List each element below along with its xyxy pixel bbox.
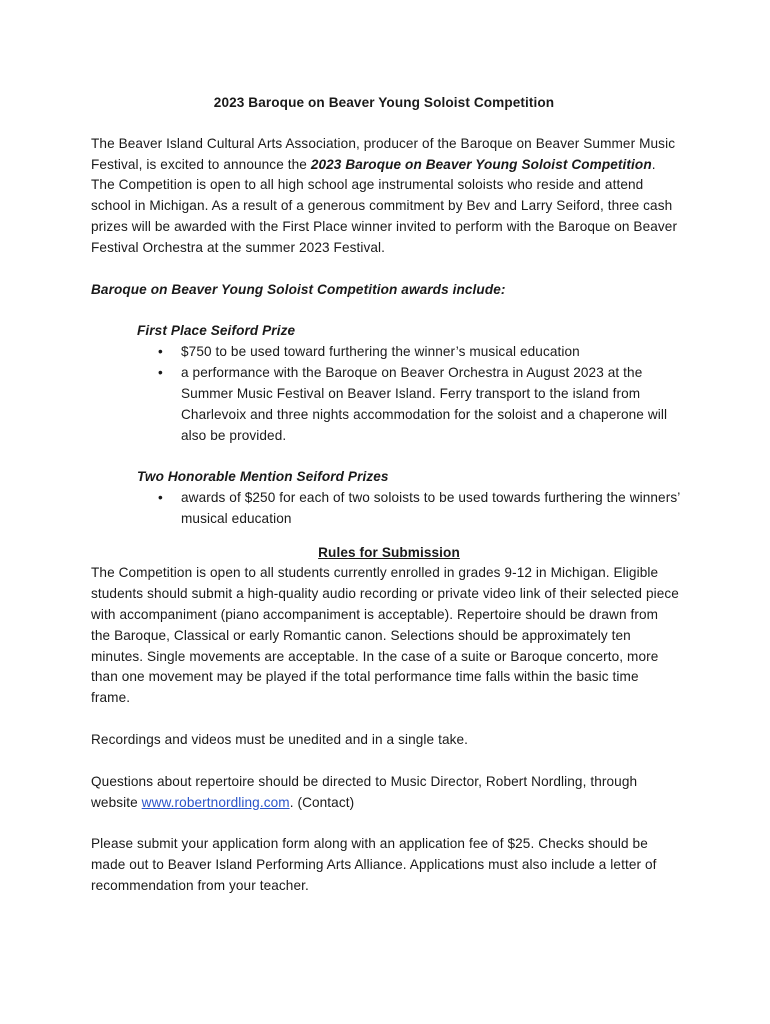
document-page — [91, 93, 681, 918]
website-link[interactable]: www.robertnordling.com — [141, 794, 290, 810]
list-item-text: a performance with the Baroque on Beaver Orchestra in August 2023 at the Summer Music Festival on Beaver Island. Ferry transport to the island from Charlevoix and three nights accommodation for the soloist and a chaperone will also be provided. — [181, 365, 668, 444]
list-item — [91, 362, 681, 446]
competition-name-emphasis: 2023 Baroque on Beaver Young Soloist Competition — [310, 156, 652, 172]
rules-heading: Rules for Submission — [318, 545, 460, 561]
awards-heading: Baroque on Beaver Young Soloist Competition awards include: — [91, 281, 506, 297]
honorable-mention-heading: Two Honorable Mention Seiford Prizes — [137, 469, 389, 485]
intro-paragraph — [91, 134, 681, 259]
list-item-text: awards of $250 for each of two soloists to be used towards furthering the winners’ musical education — [181, 490, 680, 527]
first-place-heading: First Place Seiford Prize — [137, 323, 296, 339]
intro-text-start: The Beaver Island Cultural Arts Association, producer of the Baroque on Beaver Summer Music Festival, is excited to announce the — [91, 135, 676, 172]
honorable-mention-list — [91, 487, 681, 529]
bullet-icon: • — [158, 490, 163, 506]
questions-paragraph — [91, 772, 681, 814]
list-item — [91, 341, 681, 362]
bullet-icon: • — [158, 365, 163, 381]
first-place-list — [91, 341, 681, 446]
rules-paragraph: The Competition is open to all students currently enrolled in grades 9-12 in Michigan. Eligible students should submit a high-quality audio recording or private video link of their selected piece with accompaniment (piano accompaniment is acceptable). Repertoire should be drawn from the Baroque, Classical or early Romantic canon. Selections should be approximately ten minutes. Single movements are acceptable. In the case of a suite or Baroque concerto, more than one movement may be played if the total performance time falls within the basic time frame. — [91, 565, 679, 706]
list-item-text: $750 to be used toward furthering the winner’s musical education — [181, 344, 580, 360]
list-item — [91, 487, 681, 529]
application-paragraph: Please submit your application form along with an application fee of $25. Checks should be made out to Beaver Island Performing Arts Alliance. Applications must also include a letter of recommendation from your teacher. — [91, 836, 657, 893]
document-title: 2023 Baroque on Beaver Young Soloist Competition — [213, 95, 555, 110]
recordings-paragraph: Recordings and videos must be unedited and in a single take. — [91, 731, 469, 747]
intro-text-end: . The Competition is open to all high school age instrumental soloists who reside and attend school in Michigan. As a result of a generous commitment by Bev and Larry Seiford, three cash prizes will be awarded with the First Place winner invited to perform with the Baroque on Beaver Festival Orchestra at the summer 2023 Festival. — [91, 156, 678, 255]
bullet-icon: • — [158, 344, 163, 360]
questions-text-end: . (Contact) — [289, 794, 355, 810]
questions-text-start: Questions about repertoire should be directed to Music Director, Robert Nordling, through website — [91, 773, 638, 810]
